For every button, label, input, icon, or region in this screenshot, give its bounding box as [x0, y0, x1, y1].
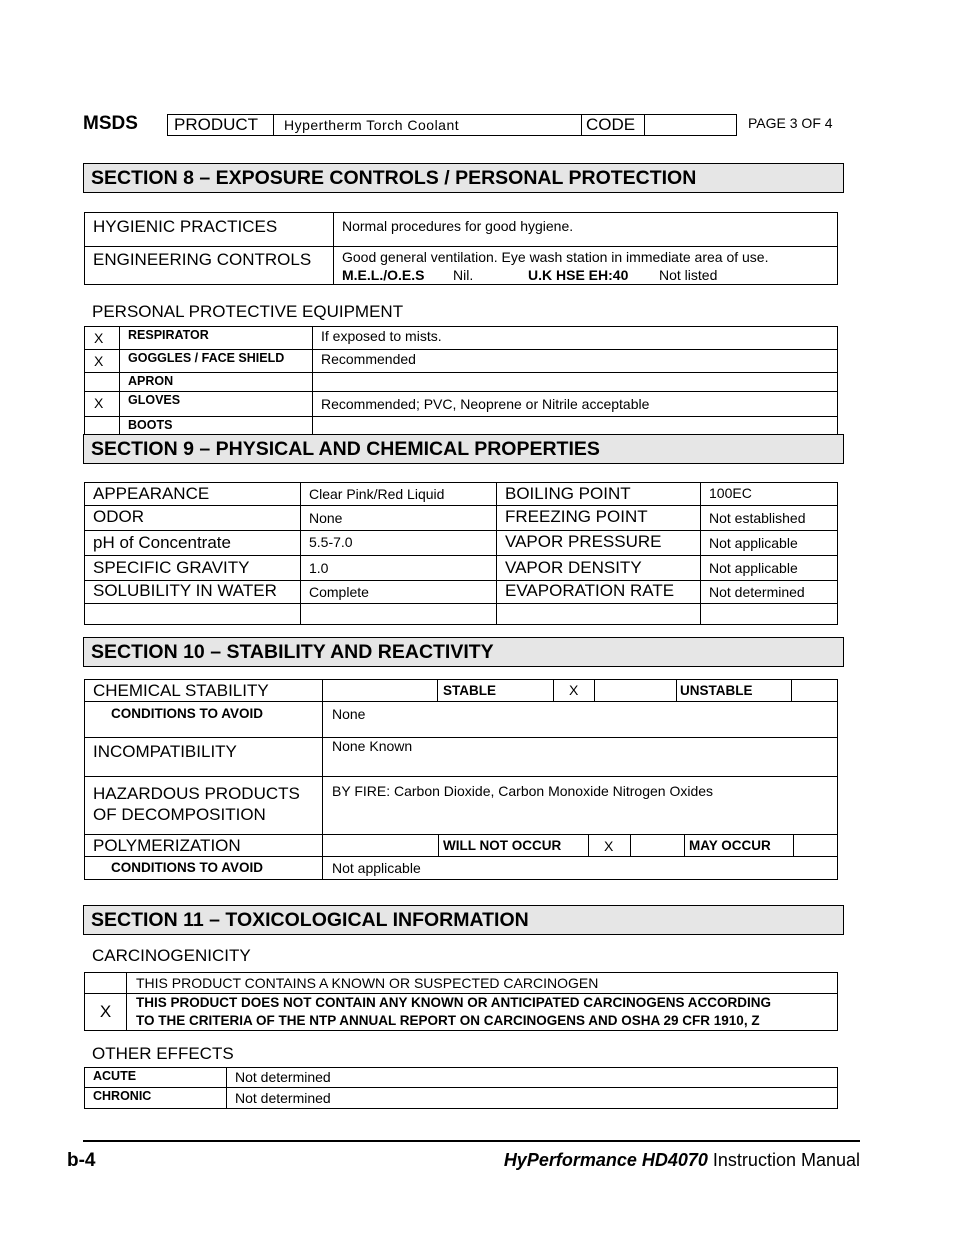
hygienic-practices-value: Normal procedures for good hygiene. — [334, 213, 838, 247]
section-9-title: SECTION 9 – PHYSICAL AND CHEMICAL PROPERTIES — [83, 434, 844, 464]
property-value: Clear Pink/Red Liquid — [301, 483, 497, 506]
other-effects-heading: OTHER EFFECTS — [92, 1044, 234, 1063]
conditions-to-avoid-label: CONDITIONS TO AVOID — [111, 706, 264, 721]
ppe-item: GLOVES — [120, 392, 313, 417]
table-row — [85, 506, 838, 531]
header-box — [167, 114, 737, 136]
polymerization-label: POLYMERIZATION — [93, 836, 241, 855]
product-value: Hypertherm Torch Coolant — [274, 115, 582, 135]
chronic-value: Not determined — [227, 1088, 838, 1109]
property-label: FREEZING POINT — [497, 506, 701, 531]
table-row — [85, 1068, 838, 1088]
ppe-value: If exposed to mists. — [313, 327, 838, 350]
hazardous-products-label: HAZARDOUS PRODUCTS OF DECOMPOSITION — [93, 784, 300, 824]
chemical-stability-label: CHEMICAL STABILITY — [93, 681, 269, 700]
ppe-item: GOGGLES / FACE SHIELD — [120, 350, 313, 373]
property-value: 100EC — [701, 483, 838, 506]
property-label: VAPOR PRESSURE — [497, 531, 701, 556]
code-label: CODE — [582, 115, 645, 135]
unstable-label: UNSTABLE — [680, 683, 753, 698]
carcinogen-statement: THIS PRODUCT CONTAINS A KNOWN OR SUSPECTED CARCINOGEN — [127, 973, 838, 994]
incompatibility-value: None Known — [332, 738, 413, 754]
property-label: pH of Concentrate — [85, 531, 301, 556]
msds-label: MSDS — [83, 113, 138, 134]
conditions-to-avoid-value: None — [332, 706, 366, 722]
ppe-item: APRON — [120, 373, 313, 392]
table-row — [85, 973, 838, 994]
physical-properties-table — [84, 482, 838, 625]
stable-mark: X — [569, 682, 579, 698]
section-10-title: SECTION 10 – STABILITY AND REACTIVITY — [83, 637, 844, 667]
table-row — [85, 373, 838, 392]
hygiene-engineering-table — [84, 212, 838, 285]
ppe-mark: X — [85, 350, 120, 373]
property-label — [497, 604, 701, 625]
footer-rule — [83, 1140, 860, 1142]
ppe-heading: PERSONAL PROTECTIVE EQUIPMENT — [92, 302, 404, 321]
ppe-mark — [85, 417, 120, 436]
table-row — [85, 556, 838, 581]
property-value: Not applicable — [701, 531, 838, 556]
hygienic-practices-label: HYGIENIC PRACTICES — [85, 213, 334, 247]
engineering-controls-cell — [334, 247, 838, 285]
hazardous-products-value: BY FIRE: Carbon Dioxide, Carbon Monoxide Nitrogen Oxides — [332, 783, 714, 799]
other-effects-table — [84, 1067, 838, 1109]
ppe-mark — [85, 373, 120, 392]
ppe-value — [313, 417, 838, 436]
table-row — [85, 392, 838, 417]
manual-title — [504, 1150, 860, 1171]
will-not-occur-label: WILL NOT OCCUR — [443, 838, 562, 853]
conditions-to-avoid-value: Not applicable — [332, 860, 421, 876]
section-11-title: SECTION 11 – TOXICOLOGICAL INFORMATION — [83, 905, 844, 935]
table-row — [85, 417, 838, 436]
carcinogen-mark — [85, 973, 127, 994]
property-label — [85, 604, 301, 625]
section-8-title: SECTION 8 – EXPOSURE CONTROLS / PERSONAL PROTECTION — [83, 163, 844, 193]
stability-reactivity-box — [84, 679, 838, 880]
table-row — [85, 531, 838, 556]
table-row — [85, 604, 838, 625]
mel-label: M.E.L./O.E.S — [342, 267, 425, 283]
acute-value: Not determined — [227, 1068, 838, 1088]
product-label: PRODUCT — [168, 115, 274, 135]
property-value: 5.5-7.0 — [301, 531, 497, 556]
table-row — [85, 1088, 838, 1109]
property-value: 1.0 — [301, 556, 497, 581]
page-indicator: PAGE 3 OF 4 — [748, 115, 833, 131]
may-occur-label: MAY OCCUR — [689, 838, 771, 853]
ppe-item: RESPIRATOR — [120, 327, 313, 350]
conditions-to-avoid-label: CONDITIONS TO AVOID — [111, 860, 264, 875]
property-value: None — [301, 506, 497, 531]
table-row — [85, 483, 838, 506]
carcinogenicity-heading: CARCINOGENICITY — [92, 946, 251, 965]
property-label: ODOR — [85, 506, 301, 531]
stable-label: STABLE — [443, 683, 496, 698]
carcinogen-mark: X — [85, 994, 127, 1031]
hse-value: Not listed — [659, 267, 718, 283]
property-value: Not established — [701, 506, 838, 531]
ppe-value — [313, 373, 838, 392]
property-label: BOILING POINT — [497, 483, 701, 506]
engineering-controls-value: Good general ventilation. Eye wash station in immediate area of use. — [342, 249, 769, 265]
ppe-table — [84, 326, 838, 436]
table-row — [85, 581, 838, 604]
acute-label: ACUTE — [85, 1068, 227, 1088]
page-number: b-4 — [67, 1150, 96, 1171]
ppe-item: BOOTS — [120, 417, 313, 436]
property-value — [701, 604, 838, 625]
code-value — [645, 115, 736, 135]
property-label: APPEARANCE — [85, 483, 301, 506]
property-value: Complete — [301, 581, 497, 604]
property-label: VAPOR DENSITY — [497, 556, 701, 581]
ppe-mark: X — [85, 392, 120, 417]
hse-label: U.K HSE EH:40 — [528, 267, 629, 283]
will-not-occur-mark: X — [604, 838, 614, 854]
table-row — [85, 327, 838, 350]
property-value: Not applicable — [701, 556, 838, 581]
carcinogen-statement: THIS PRODUCT DOES NOT CONTAIN ANY KNOWN OR ANTICIPATED CARCINOGENS ACCORDING TO THE CRITERIA OF THE NTP ANNUAL REPORT ON CARCINOGENS AND OSHA 29 CFR 1910, Z — [127, 994, 838, 1031]
carcinogenicity-table — [84, 972, 838, 1031]
property-label: SPECIFIC GRAVITY — [85, 556, 301, 581]
property-label: EVAPORATION RATE — [497, 581, 701, 604]
property-value: Not determined — [701, 581, 838, 604]
manual-suffix: Instruction Manual — [707, 1150, 860, 1170]
chronic-label: CHRONIC — [85, 1088, 227, 1109]
property-label: SOLUBILITY IN WATER — [85, 581, 301, 604]
table-row — [85, 994, 838, 1031]
ppe-value: Recommended; PVC, Neoprene or Nitrile acceptable — [313, 392, 838, 417]
engineering-controls-label: ENGINEERING CONTROLS — [85, 247, 334, 285]
ppe-mark: X — [85, 327, 120, 350]
table-row — [85, 350, 838, 373]
property-value — [301, 604, 497, 625]
mel-value: Nil. — [453, 267, 474, 283]
ppe-value: Recommended — [313, 350, 838, 373]
incompatibility-label: INCOMPATIBILITY — [93, 742, 237, 761]
product-brand: HyPerformance HD4070 — [503, 1150, 708, 1170]
